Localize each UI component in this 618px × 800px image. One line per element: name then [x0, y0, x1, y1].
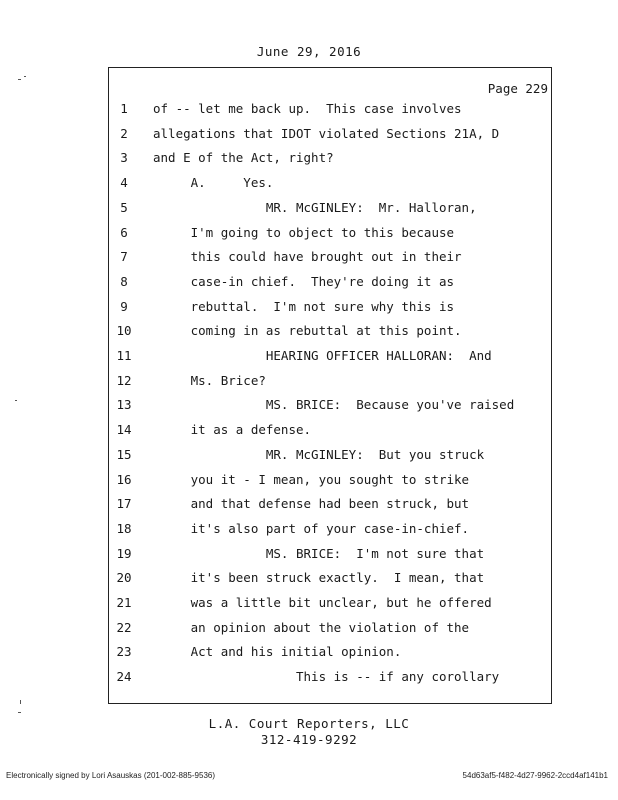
transcript-line: [108, 644, 552, 668]
line-text: Act and his initial opinion.: [153, 644, 402, 660]
line-number: 23: [116, 644, 132, 660]
line-text: I'm going to object to this because: [153, 224, 455, 240]
line-number: 10: [116, 323, 132, 339]
line-text: it as a defense.: [153, 422, 312, 438]
line-number: 7: [120, 249, 128, 265]
document-id: 54d63af5-f482-4d27-9962-2ccd4af141b1: [462, 771, 608, 780]
line-number: 17: [116, 496, 132, 512]
transcript-line: [108, 397, 552, 421]
line-number: 21: [116, 595, 132, 610]
transcript-line: [108, 447, 552, 471]
line-text: allegations that IDOT violated Sections 21A, D: [153, 125, 500, 141]
transcript-line: [108, 249, 552, 273]
line-text: it's also part of your case-in-chief.: [153, 520, 470, 536]
electronic-signature: Electronically signed by Lori Asauskas (201-002-885-9536): [6, 771, 216, 780]
line-number: 13: [116, 397, 132, 413]
line-number: 22: [116, 619, 132, 635]
transcript-line: [108, 595, 552, 619]
transcript-line: [108, 101, 552, 125]
line-number: 5: [120, 199, 128, 215]
transcript-line: [108, 150, 552, 174]
transcript-line: [108, 200, 552, 224]
transcript-line: [108, 570, 552, 594]
line-text: and E of the Act, right?: [153, 150, 334, 166]
line-number: 3: [120, 150, 128, 166]
line-text: of -- let me back up. This case involves: [153, 101, 462, 116]
transcript-date: June 29, 2016: [256, 44, 362, 59]
line-number: 4: [120, 175, 128, 191]
line-number: 19: [116, 545, 132, 561]
line-number: 24: [116, 669, 132, 685]
line-text: and that defense had been struck, but: [153, 496, 470, 512]
line-number: 6: [120, 224, 128, 240]
court-reporter-phone: 312-419-9292: [260, 732, 358, 747]
line-text: this could have brought out in their: [153, 249, 462, 265]
line-text: you it - I mean, you sought to strike: [153, 471, 470, 487]
line-number: 16: [116, 471, 132, 487]
line-number: 20: [116, 570, 132, 586]
line-text: MR. McGINLEY: But you struck: [153, 446, 485, 462]
transcript-line: [108, 373, 552, 397]
line-text: coming in as rebuttal at this point.: [153, 323, 462, 339]
line-text: MR. McGINLEY: Mr. Halloran,: [153, 199, 477, 215]
transcript-line: [108, 126, 552, 150]
line-text: it's been struck exactly. I mean, that: [153, 570, 485, 586]
scan-speck: [18, 712, 21, 713]
line-text: case-in chief. They're doing it as: [153, 273, 455, 289]
transcript-line: [108, 175, 552, 199]
page-number: Page 229: [487, 81, 548, 96]
line-text: This is -- if any corollary: [153, 669, 500, 685]
line-text: was a little bit unclear, but he offered: [153, 595, 492, 610]
line-number: 14: [116, 422, 132, 438]
line-number: 2: [120, 125, 128, 141]
line-text: MS. BRICE: Because you've raised: [153, 397, 515, 413]
scan-speck: [15, 400, 17, 401]
line-number: 12: [116, 372, 132, 388]
transcript-line: [108, 274, 552, 298]
line-number: 8: [120, 273, 128, 289]
line-number: 15: [116, 446, 132, 462]
court-reporter-name: L.A. Court Reporters, LLC: [208, 716, 410, 731]
transcript-line: [108, 546, 552, 570]
transcript-line: [108, 422, 552, 446]
line-text: Ms. Brice?: [153, 372, 266, 388]
line-number: 9: [120, 298, 128, 314]
transcript-line: [108, 472, 552, 496]
transcript-line: [108, 348, 552, 372]
transcript-line: [108, 521, 552, 545]
line-text: A. Yes.: [153, 175, 274, 191]
transcript-line: [108, 225, 552, 249]
transcript-line: [108, 620, 552, 644]
transcript-line: [108, 496, 552, 520]
line-number: 1: [120, 101, 128, 116]
scan-speck: [24, 76, 26, 77]
line-text: an opinion about the violation of the: [153, 619, 470, 635]
scan-speck: [18, 79, 21, 80]
line-number: 11: [116, 348, 132, 363]
scan-speck: [20, 700, 21, 704]
transcript-line: [108, 669, 552, 693]
transcript-line: [108, 299, 552, 323]
transcript-line: [108, 323, 552, 347]
line-text: HEARING OFFICER HALLORAN: And: [153, 348, 492, 363]
line-number: 18: [116, 520, 132, 536]
line-text: rebuttal. I'm not sure why this is: [153, 298, 455, 314]
line-text: MS. BRICE: I'm not sure that: [153, 545, 485, 561]
